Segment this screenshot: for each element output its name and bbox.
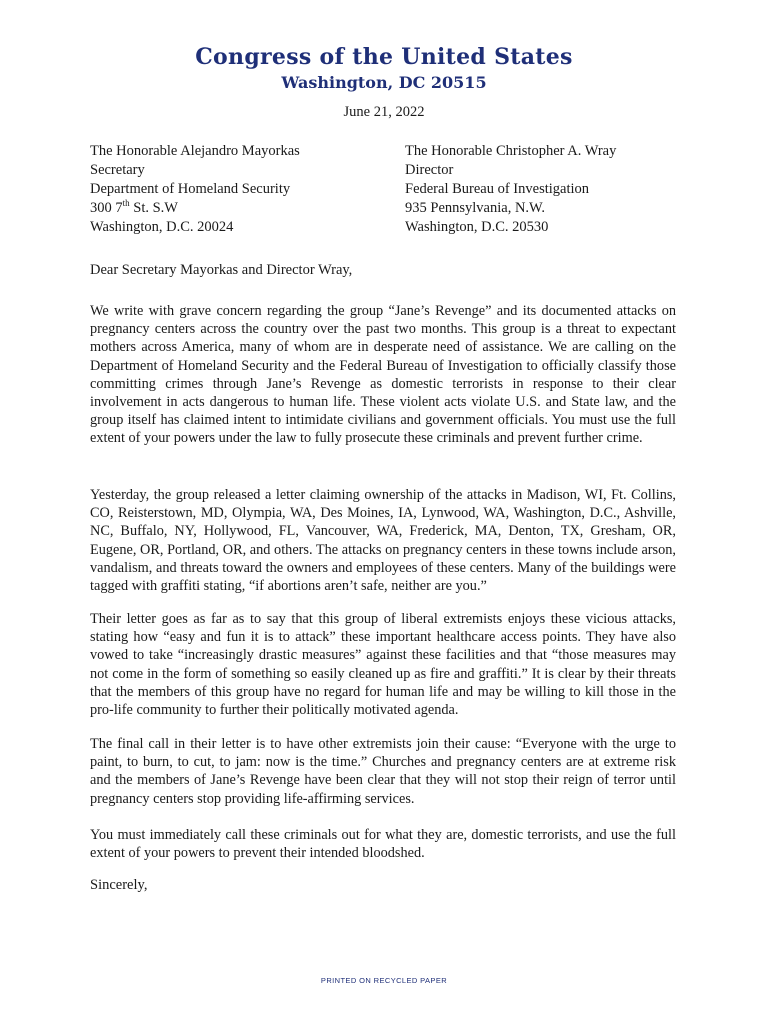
recipient-department: Federal Bureau of Investigation bbox=[405, 181, 590, 197]
street-ordinal: th bbox=[122, 198, 130, 209]
recipient-street bbox=[90, 199, 300, 218]
recipient-city: Washington, D.C. 20024 bbox=[90, 219, 234, 235]
street-name: St. S.W bbox=[129, 200, 178, 216]
letter-date: June 21, 2022 bbox=[343, 104, 425, 120]
body-paragraph-5: You must immediately call these criminals out for what they are, domestic terrorists, and use the full extent of your powers to prevent their intended bloodshed. bbox=[90, 827, 676, 862]
recipient-title: Secretary bbox=[90, 162, 145, 178]
recipient-street: 935 Pennsylvania, N.W. bbox=[405, 200, 546, 216]
body-paragraph-4: The final call in their letter is to have other extremists join their cause: “Everyone with the urge to paint, to burn, to cut, to jam: now is the time.” Churches and pregnancy centers are at extreme risk and the members of Jane’s Revenge have been clear that they will not stop their reign of terror until pregnancy centers stop providing life-affirming services. bbox=[90, 736, 676, 807]
recipient-name: The Honorable Christopher A. Wray bbox=[405, 143, 617, 159]
body-paragraph-2: Yesterday, the group released a letter claiming ownership of the attacks in Madison, WI, Ft. Collins, CO, Reisterstown, MD, Olympia, WA, Des Moines, IA, Lynwood, WA, Washington, D.C., Ashville, NC, Buffalo, NY, Hollywood, FL, Vancouver, WA, Frederick, MA, Denton, TX, Gresham, OR, Eugene, OR, Portland, OR, and others. The attacks on pregnancy centers in these towns include arson, vandalism, and threats toward the owners and employees of these centers. Many of the buildings were tagged with graffiti stating, “if abortions aren’t safe, neither are you.” bbox=[90, 487, 676, 595]
recipient-block-left bbox=[90, 142, 300, 237]
recipient-department: Department of Homeland Security bbox=[90, 181, 291, 197]
recipient-name: The Honorable Alejandro Mayorkas bbox=[90, 143, 300, 159]
closing: Sincerely, bbox=[90, 877, 148, 893]
recycled-paper-footer: PRINTED ON RECYCLED PAPER bbox=[320, 976, 448, 985]
recipient-title: Director bbox=[405, 162, 454, 178]
salutation: Dear Secretary Mayorkas and Director Wray, bbox=[90, 262, 353, 278]
letterhead-title: Congress of the United States bbox=[195, 44, 573, 70]
recipient-city: Washington, D.C. 20530 bbox=[405, 219, 549, 235]
street-number: 300 7 bbox=[90, 200, 123, 216]
recipient-block-right bbox=[405, 142, 616, 237]
body-paragraph-1: We write with grave concern regarding the group “Jane’s Revenge” and its documented attacks on pregnancy centers across the country over the past two months. This group is a threat to expectant mothers across America, many of whom are in desperate need of assistance. We are calling on the Department of Homeland Security and the Federal Bureau of Investigation to officially classify those committing crimes through Jane’s Revenge as domestic terrorists in response to their clear involvement in acts dangerous to human life. These violent acts violate U.S. and State law, and the group itself has claimed intent to intimidate civilians and government officials. You must use the full extent of your powers under the law to fully prosecute these criminals and prevent further crime. bbox=[90, 303, 676, 447]
letterhead-subtitle: Washington, DC 20515 bbox=[281, 73, 487, 92]
letterhead bbox=[0, 44, 768, 94]
body-paragraph-3: Their letter goes as far as to say that this group of liberal extremists enjoys these vicious attacks, stating how “easy and fun it is to attack” these important healthcare access points. They have also vowed to take “increasingly drastic measures” against these facilities and that “those measures may not come in the form of something so easily cleaned up as fire and graffiti.” It is clear by their threats that the members of this group have no regard for human life and may be willing to kill those in the pro-life community to further their politically motivated agenda. bbox=[90, 611, 676, 719]
